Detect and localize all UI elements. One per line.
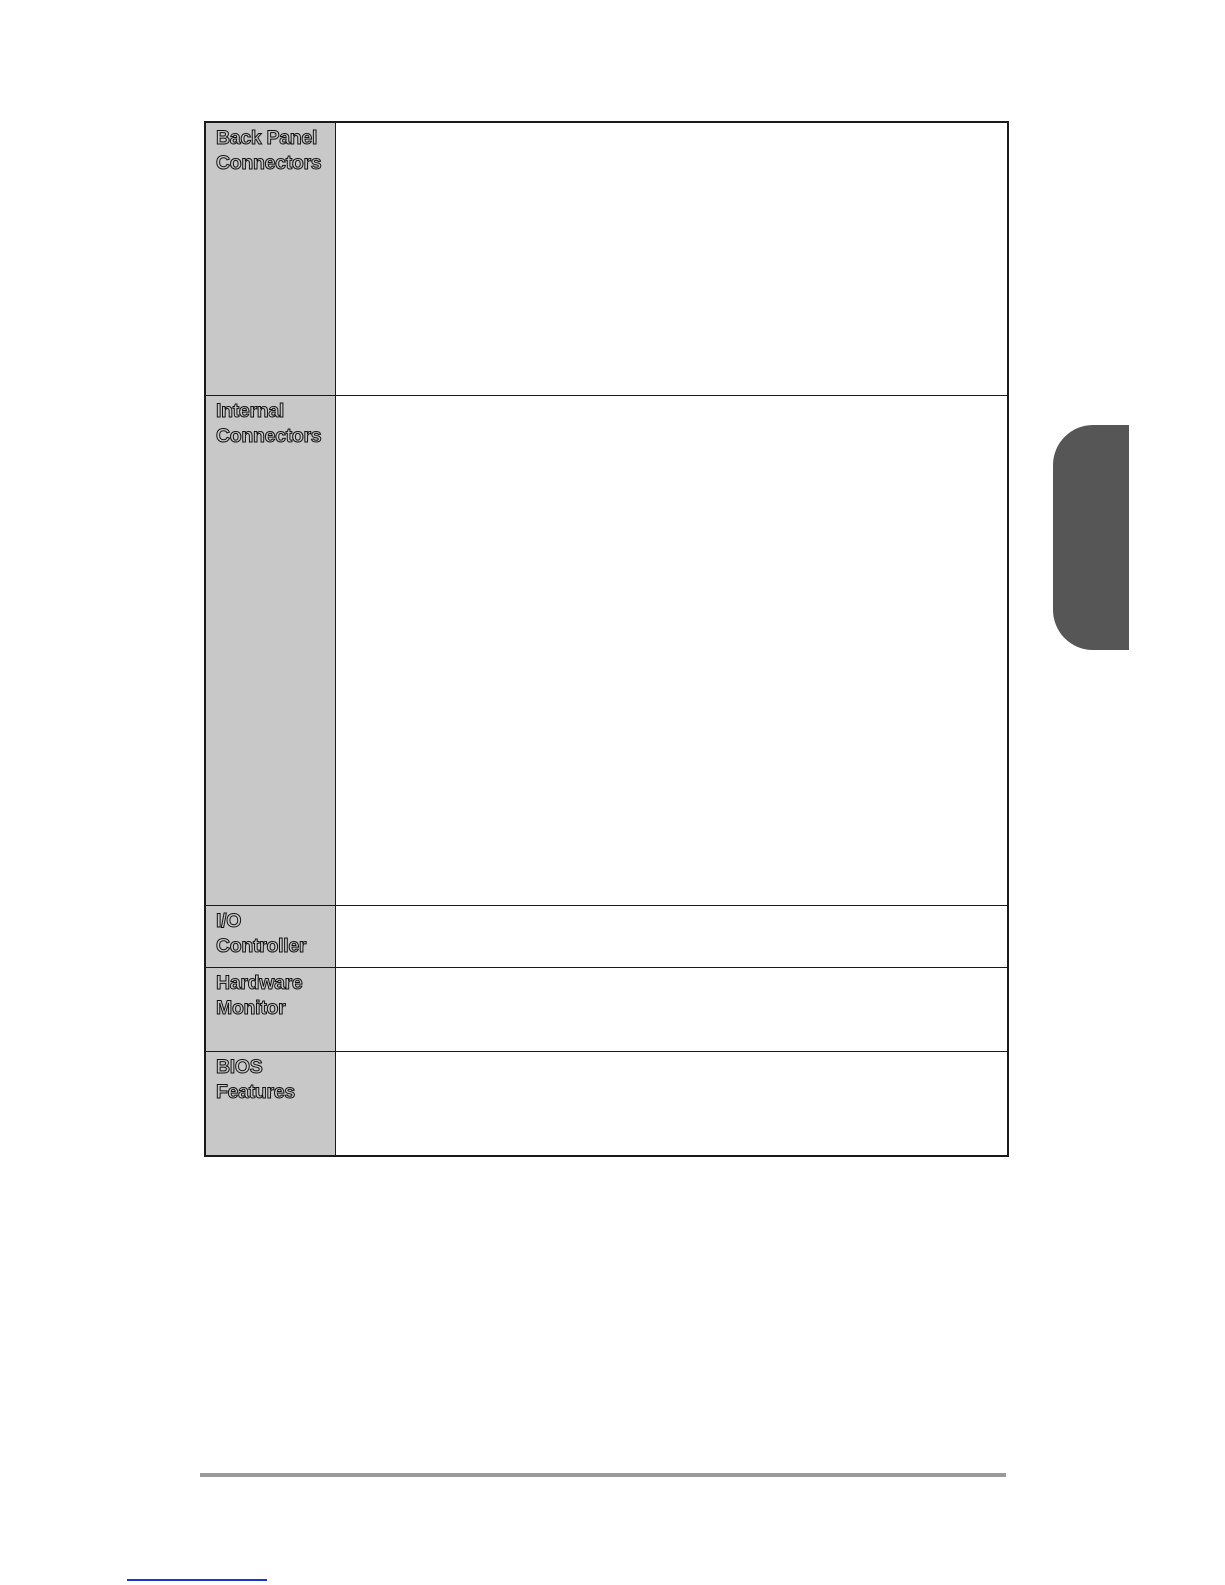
spec-row-back-panel-connectors xyxy=(206,123,1007,396)
spec-row-hardware-monitor xyxy=(206,968,1007,1052)
spec-label-line: Back Panel xyxy=(216,127,318,149)
spec-label-hardware-monitor xyxy=(206,968,336,1051)
spec-label-io-controller xyxy=(206,906,336,967)
chapter-side-tab xyxy=(1053,425,1129,650)
spec-label-line: BIOS xyxy=(216,1056,263,1078)
specifications-table xyxy=(204,121,1009,1157)
spec-row-internal-connectors xyxy=(206,396,1007,906)
footer-divider xyxy=(200,1473,1006,1477)
spec-value-hardware-monitor xyxy=(336,968,1007,1051)
link-underline[interactable] xyxy=(127,1579,267,1581)
spec-label-line: Monitor xyxy=(216,997,286,1019)
spec-label-line: Internal xyxy=(216,400,285,422)
spec-value-internal-connectors xyxy=(336,396,1007,905)
spec-row-io-controller xyxy=(206,906,1007,968)
spec-value-io-controller xyxy=(336,906,1007,967)
spec-row-bios-features xyxy=(206,1052,1007,1155)
spec-label-line: Controller xyxy=(216,935,307,957)
spec-label-line: Features xyxy=(216,1081,295,1103)
spec-value-back-panel-connectors xyxy=(336,123,1007,395)
spec-label-line: Connectors xyxy=(216,425,322,447)
spec-label-internal-connectors xyxy=(206,396,336,905)
spec-label-back-panel-connectors xyxy=(206,123,336,395)
spec-label-line: Hardware xyxy=(216,972,303,994)
spec-value-bios-features xyxy=(336,1052,1007,1155)
spec-label-line: Connectors xyxy=(216,152,322,174)
spec-label-bios-features xyxy=(206,1052,336,1155)
spec-label-line: I/O xyxy=(216,910,242,932)
